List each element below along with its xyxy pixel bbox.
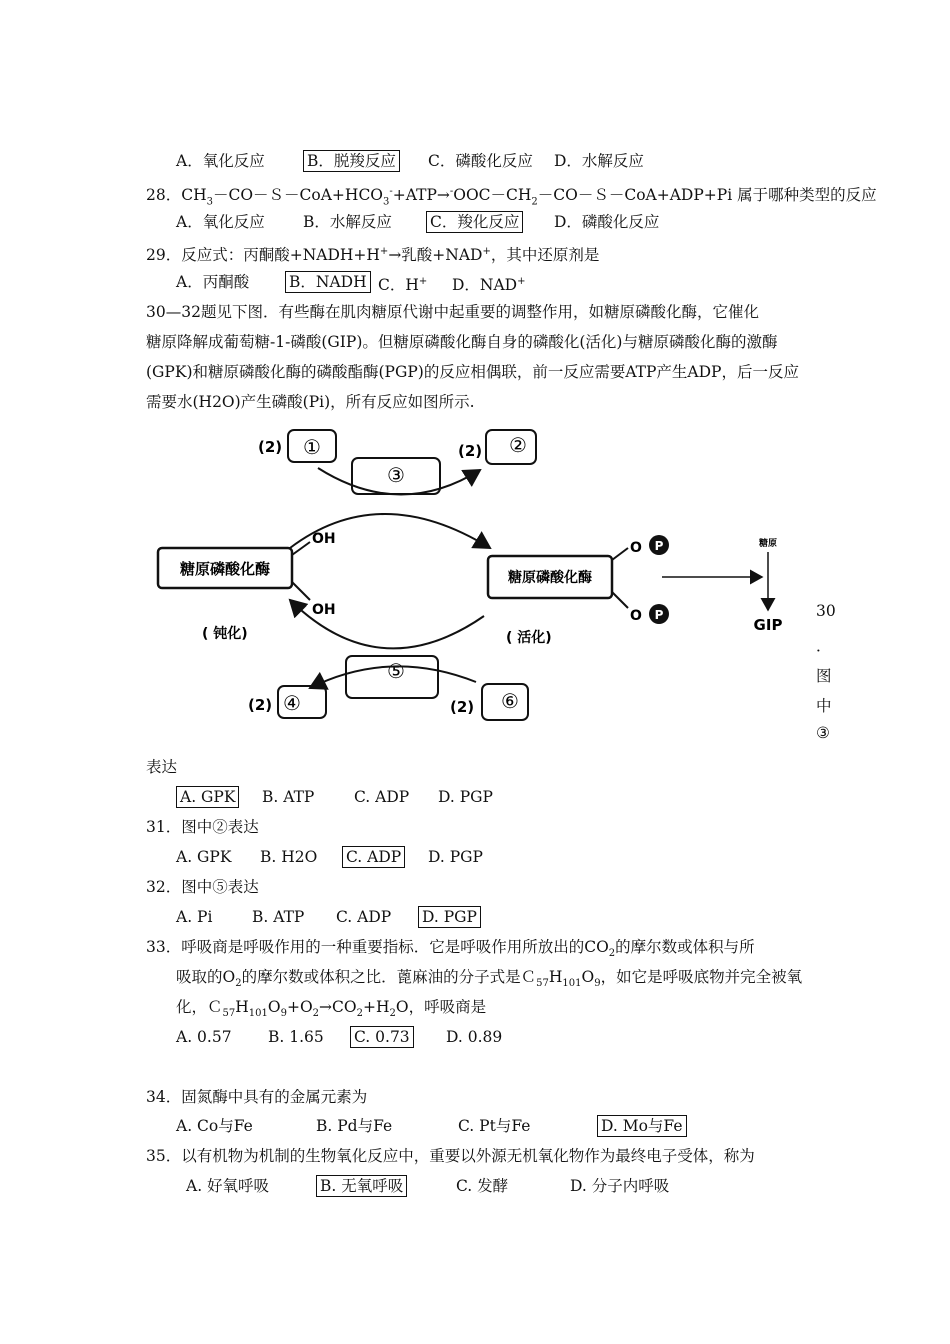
diagram-two-2: (2) [458,442,483,460]
q30-option-a: A. GPK [176,786,239,808]
q34-option-b: B. Pd与Fe [316,1117,393,1135]
q33-line-1: 33．呼吸商是呼吸作用的一种重要指标．它是呼吸作用所放出的$CO_2$的摩尔数或体积与所 [146,938,755,960]
diagram-two-1: (2) [258,438,283,456]
q27-option-b: B．脱羧反应 [303,150,400,172]
q35-option-b: B. 无氧呼吸 [316,1175,407,1197]
q34-option-d: D. Mo与Fe [597,1115,687,1137]
active-state-label: ( 活化) [506,630,552,646]
q29-option-d: D．NAD+ [452,276,526,295]
label-2: ② [509,433,527,457]
q33-option-b: B. 1.65 [268,1028,324,1046]
o-bottom: O [630,608,642,624]
q29-option-b: B．NADH [285,271,371,293]
enzyme-active-label: 糖原磷酸化酶 [508,570,592,586]
label-3: ③ [387,463,405,487]
p-bottom: P [654,608,664,622]
q27-option-c: C．磷酸化反应 [428,152,533,170]
q32-option-d: D. PGP [418,906,481,928]
q30-option-b: B. ATP [262,788,315,806]
q28-option-d: D．磷酸化反应 [554,213,660,231]
q30-vert-2: ． [816,637,832,655]
glycogen-phosphorylase-diagram [140,420,800,740]
q32-option-b: B. ATP [252,908,305,926]
intro-line-2: 糖原降解成葡萄糖-1-磷酸(GIP)。但糖原磷酸化酶自身的磷酸化(活化)与糖原磷酸化酶的激酶 [146,333,778,351]
q33-option-c: C. 0.73 [350,1026,414,1048]
q35-option-c: C. 发酵 [456,1177,509,1195]
q34-option-a: A. Co与Fe [176,1117,253,1135]
glycogen-label: 糖原 [758,539,778,549]
q29-option-c: C．H+ [378,276,428,295]
intro-line-1: 30—32题见下图．有些酶在肌肉糖原代谢中起重要的调整作用，如糖原磷酸化酶，它催化 [146,303,759,321]
q32-option-a: A. Pi [176,908,213,926]
o-top: O [630,540,642,556]
diagram-two-4: (2) [248,696,273,714]
intro-line-3: (GPK)和糖原磷酸化酶的磷酸酯酶(PGP)的反应相偶联，前一反应需要ATP产生ADP，后一反应 [146,363,799,381]
op-bond-top [612,548,628,560]
inactive-state-label: ( 钝化) [202,626,248,642]
q29-option-a: A．丙酮酸 [176,273,250,291]
q35-option-a: A. 好氧呼吸 [186,1177,270,1195]
label-1: ① [303,435,321,459]
oh-top: OH [312,531,336,547]
q27-option-a: A．氧化反应 [176,152,265,170]
q30-vert-1: 30 [816,602,836,620]
q33-line-2: 吸取的$O_2$的摩尔数或体积之比．蓖麻油的分子式是$C_{57}H_{101}O_9$，如它是呼吸底物并完全被氧 [176,968,803,990]
q35-option-d: D. 分子内呼吸 [570,1177,670,1195]
q28-option-b: B．水解反应 [303,213,392,231]
q32-stem: 32．图中⑤表达 [146,878,259,896]
q30-option-c: C. ADP [354,788,410,806]
q28-option-a: A．氧化反应 [176,213,265,231]
q33-option-d: D. 0.89 [446,1028,503,1046]
q33-line-3: 化，$C_{57}H_{101}O_9+O_2\to CO_2+H_2O$，呼吸商是 [176,998,487,1020]
q30-stem-tail: 表达 [146,758,178,776]
q31-option-b: B. H2O [260,848,318,866]
label-6: ⑥ [501,689,519,713]
q30-vert-4: 中 [816,697,832,715]
oh-bond-bottom [292,582,310,600]
q33-option-a: A. 0.57 [176,1028,232,1046]
q30-option-d: D. PGP [438,788,493,806]
q28-stem: 28．$CH_3-CO-S-CoA+HCO_3^-+ATP\to^-OOC-CH_2-CO-S-CoA+ADP+Pi$ 属于哪种类型的反应 [146,186,877,208]
q31-stem: 31．图中②表达 [146,818,259,836]
gip-label: GIP [753,616,783,634]
oh-bottom: OH [312,602,336,618]
label-4: ④ [283,691,301,715]
q34-stem: 34．固氮酶中具有的金属元素为 [146,1088,368,1106]
intro-line-4: 需要水(H2O)产生磷酸(Pi)，所有反应如图所示. [146,393,475,411]
q32-option-c: C. ADP [336,908,392,926]
q31-option-a: A. GPK [176,848,232,866]
enzyme-inactive-label: 糖原磷酸化酶 [179,560,271,578]
label-5: ⑤ [387,659,405,683]
q30-vert-3: 图 [816,667,832,685]
q31-option-d: D. PGP [428,848,483,866]
q34-option-c: C. Pt与Fe [458,1117,531,1135]
q28-option-c: C．羧化反应 [426,211,523,233]
q31-option-c: C. ADP [342,846,405,868]
q35-stem: 35．以有机物为机制的生物氧化反应中，重要以外源无机氧化物作为最终电子受体，称为 [146,1147,755,1165]
p-top: P [654,539,664,553]
diagram-two-6: (2) [450,698,475,716]
q30-vert-5: ③ [816,724,830,742]
q29-stem: 29．反应式：丙酮酸+NADH+H+→乳酸+NAD+，其中还原剂是 [146,246,600,265]
q27-option-d: D．水解反应 [554,152,644,170]
op-bond-bottom [612,592,628,608]
